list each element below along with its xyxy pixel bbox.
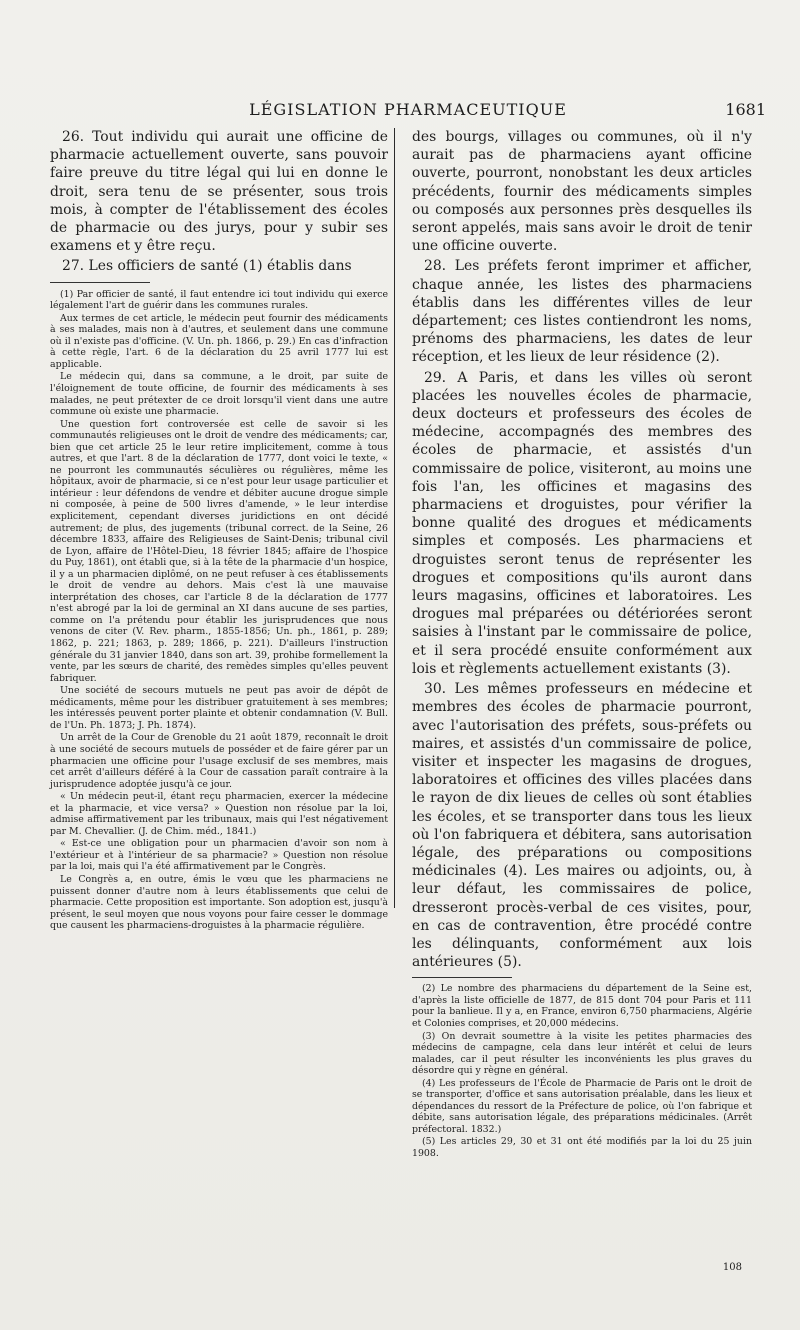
signature-mark: 108 bbox=[722, 1262, 742, 1273]
article-29: 29. A Paris, et dans les villes où seront placées les nouvelles écoles de pharmacie, deux docteurs et professeurs des écoles de médecine, accompagnés des membres des écoles de pharmacie, et assistés d'un commissaire de police, visiteront, au moins une fois l'an, les officines et magasins des pharmaciens et droguistes, pour vérifier la bonne qualité des drogues et médicaments simples et composés. Les pharmaciens et droguistes seront tenus de représenter les drogues et compositions qu'ils auront dans leurs magasins, officines et laboratoires. Les drogues mal préparées ou détériorées seront saisies à l'instant par le commissaire de police, et il sera procédé ensuite conformément aux lois et règlements actuellement existants (3). bbox=[412, 369, 752, 677]
footnote-1-par-9: Le Congrès a, en outre, émis le vœu que les pharmaciens ne puissent donner d'autre nom à leurs établissements que celui de pharmacie. Cette proposition est importante. Son adoption est, jusqu'à présent, le seul moyen que nous voyons pour faire cesser le dommage que causent les pharmaciens-droguistes à la pharmacie régulière. bbox=[50, 873, 388, 932]
footnote-2: (2) Le nombre des pharmaciens du département de la Seine est, d'après la liste officielle de 1877, de 815 dont 704 pour Paris et 111 pour la banlieue. Il y a, en France, environ 6,750 pharmaciens, Algérie et Colonies comprises, et 20,000 médecins. bbox=[412, 983, 752, 1029]
left-column bbox=[50, 128, 388, 933]
footnote-1-par-5: Une société de secours mutuels ne peut pas avoir de dépôt de médicaments, même pour les distribuer gratuitement à ses membres; les intéressés peuvent porter plainte et obtenir condamnation (V. Bull. de l'Un. Ph. 1873; J. Ph. 1874). bbox=[50, 685, 388, 731]
running-header bbox=[50, 98, 766, 124]
column-divider bbox=[394, 128, 395, 908]
article-28: 28. Les préfets feront imprimer et afficher, chaque année, les listes des pharmaciens établis dans les différentes villes de leur département; ces listes contiendront les noms, prénoms des pharmaciens, les dates de leur réception, et les lieux de leur résidence (2). bbox=[412, 258, 752, 366]
left-footnotes bbox=[50, 289, 388, 932]
footnote-1-par-7: « Un médecin peut-il, étant reçu pharmacien, exercer la médecine et la pharmacie, et vice versa? » Question non résolue par la loi, admise affirmativement par les tribunaux, mais qui l'est négativement par M. Chevallier. (J. de Chim. méd., 1841.) bbox=[50, 791, 388, 837]
article-27-start: 27. Les officiers de santé (1) établis dans bbox=[62, 258, 352, 275]
footnote-1-par-2: Aux termes de cet article, le médecin peut fournir des médicaments à ses malades, mais non à d'autres, et seulement dans une commune où il n'existe pas d'officine. (V. Un. ph. 1866, p. 29.) En cas d'infraction à cette règle, l'art. 6 de la déclaration du 25 avril 1777 lui est applicable. bbox=[50, 312, 388, 370]
footnote-rule bbox=[50, 282, 150, 283]
footnote-1: (1) Par officier de santé, il faut entendre ici tout individu qui exerce légalement l'art de guérir dans les communes rurales. bbox=[50, 288, 388, 312]
footnote-1-par-6: Un arrêt de la Cour de Grenoble du 21 août 1879, reconnaît le droit à une société de secours mutuels de posséder et de faire gérer par un pharmacien une officine pour l'usage exclusif de ses membres, mais cet arrêt d'ailleurs déféré à la Cour de cassation paraît contraire à la jurisprudence adoptée jusqu'à ce jour. bbox=[50, 732, 388, 790]
article-26: 26. Tout individu qui aurait une officine de pharmacie actuellement ouverte, sans pouvoir faire preuve du titre légal qui lui en donne le droit, sera tenu de se présenter, sous trois mois, à compter de l'établissement des écoles de pharmacie ou des jurys, pour y subir ses examens et y être reçu. bbox=[50, 129, 388, 255]
footnote-5: (5) Les articles 29, 30 et 31 ont été modifiés par la loi du 25 juin 1908. bbox=[412, 1136, 752, 1159]
footnote-1-par-4: Une question fort controversée est celle de savoir si les communautés religieuses ont le droit de vendre des médicaments; car, bien que cet article 25 le leur retire implicitement, comme à tous autres, et que l'art. 8 de la déclaration de 1777, dont voici le texte, « ne pourront les communautés séculières ou régulières, même les hôpitaux, avoir de pharmacie, si ce n'est pour leur usage particulier et intérieur : leur défendons de vendre et débiter aucune drogue simple ni composée, à peine de 500 livres d'amende, » le leur interdise explicitement, cependant diverses juridictions en ont décidé autrement; de plus, des jugements (tribunal correct. de la Seine, 26 décembre 1833, affaire des Religieuses de Saint-Denis; tribunal civil de Lyon, affaire de l'Hôtel-Dieu, 18 février 1845; affaire de l'hospice du Puy, 1861), ont établi que, si à la tête de la pharmacie d'un hospice, il y a un pharmacien diplômé, on ne peut refuser à ces établissements le droit de vendre au dehors. Mais c'est là une mauvaise interprétation des choses, car l'article 8 de la déclaration de 1777 n'est abrogé par la loi de germinal an XI dans aucune de ses parties, comme on l'a prétendu pour établir les jurisprudences que nous venons de citer (V. Rev. pharm., 1855-1856; Un. ph., 1861, p. 289; 1862, p. 221; 1863, p. 289; 1866, p. 221). D'ailleurs l'instruction générale du 31 janvier 1840, dans son art. 39, prohibe formellement la vente, par les sœurs de charité, des remèdes simples qu'elles peuvent fabriquer. bbox=[50, 418, 388, 684]
right-column bbox=[412, 128, 752, 1161]
page-number: 1681 bbox=[725, 100, 766, 119]
footnote-3: (3) On devrait soumettre à la visite les petites pharmacies des médecins de campagne, cela dans leur intérêt et celui de leurs malades, car il peut résulter les inconvénients les plus graves du désordre qui y règne en général. bbox=[412, 1030, 752, 1077]
article-27-continued: des bourgs, villages ou communes, où il n'y aurait pas de pharmaciens ayant officine ouverte, pourront, nonobstant les deux articles précédents, fournir des médicaments simples ou composés aux personnes près desquelles ils seront appelés, mais sans avoir le droit de tenir une officine ouverte. bbox=[412, 129, 752, 255]
article-30: 30. Les mêmes professeurs en médecine et membres des écoles de pharmacie pourront, avec l'autorisation des préfets, sous-préfets ou maires, et assistés d'un commissaire de police, visiter et inspecter les magasins de drogues, laboratoires et officines des villes placées dans le rayon de dix lieues de celles où sont établies les écoles, et se transporter dans tous les lieux où l'on fabriquera et débitera, sans autorisation légale, des préparations ou compositions médicinales (4). Les maires ou adjoints, ou, à leur défaut, les commissaires de police, dresseront procès-verbal de ces visites, pour, en cas de contravention, être procédé contre les délinquants, conformément aux lois antérieures (5). bbox=[412, 681, 752, 971]
right-footnotes bbox=[412, 983, 752, 1159]
footnote-4: (4) Les professeurs de l'École de Pharmacie de Paris ont le droit de se transporter, d'office et sans autorisation préalable, dans les lieux et dépendances du ressort de la Préfecture de police, où l'on fabrique et débite, sans autorisation légale, des préparations médicinales. (Arrêt préfectoral. 1832.) bbox=[412, 1077, 752, 1135]
header-title: LÉGISLATION PHARMACEUTIQUE bbox=[249, 100, 567, 119]
footnote-rule bbox=[412, 977, 512, 978]
footnote-1-par-8: « Est-ce une obligation pour un pharmacien d'avoir son nom à l'extérieur et à l'intérieur de sa pharmacie? » Question non résolue par la loi, mais qui l'a été affirmativement par le Congrès. bbox=[50, 838, 388, 873]
footnote-1-par-3: Le médecin qui, dans sa commune, a le droit, par suite de l'éloignement de toute officine, de fournir des médicaments à ses malades, ne peut prétexter de ce droit lorsqu'il vient dans une autre commune où existe une pharmacie. bbox=[50, 371, 388, 418]
